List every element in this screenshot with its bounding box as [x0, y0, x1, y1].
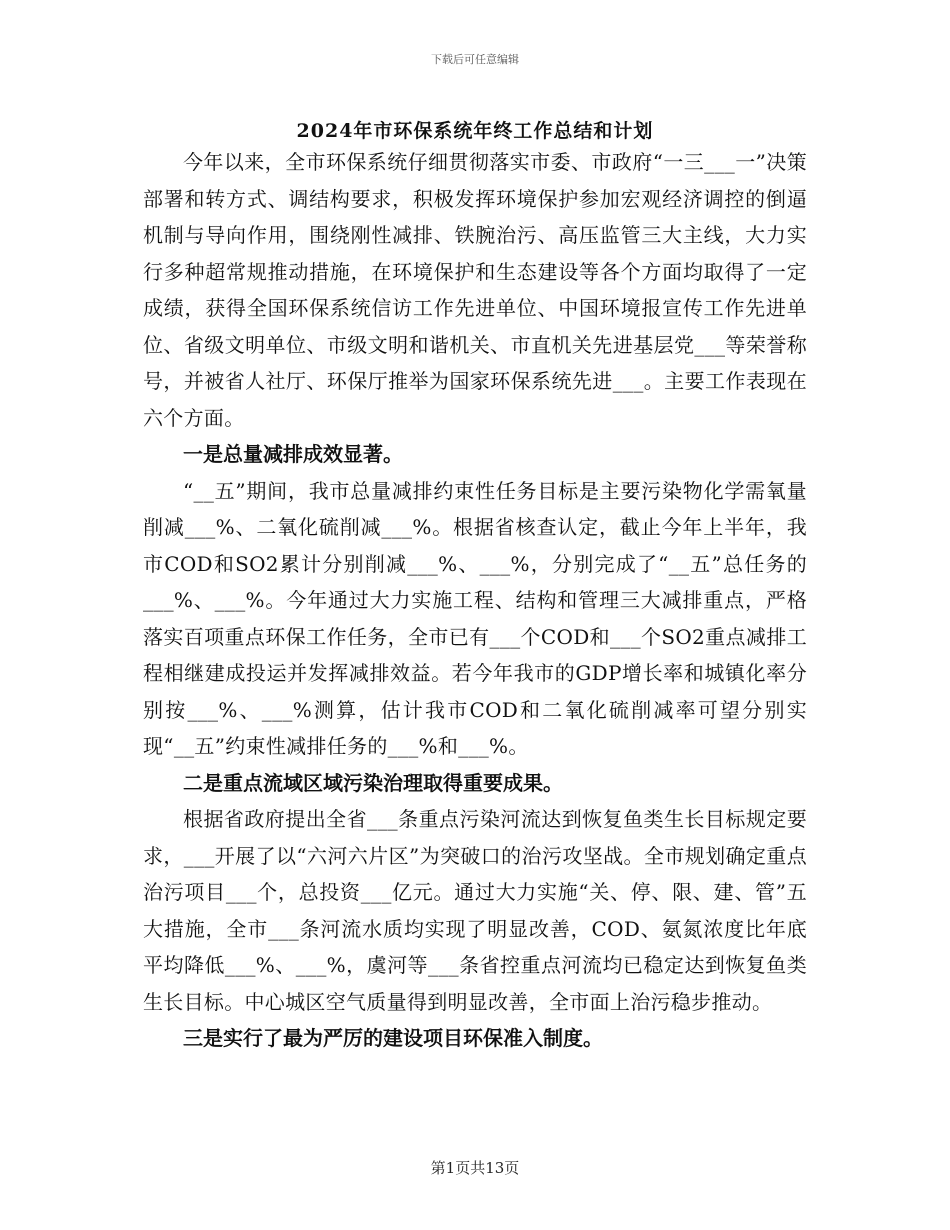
section-heading-2: 二是重点流域区域污染治理取得重要成果。 [183, 770, 563, 795]
document-body [143, 144, 807, 1057]
intro-paragraph: 今年以来，全市环保系统仔细贯彻落实市委、市政府“一三___一”决策部署和转方式、调结构要求，积极发挥环境保护参加宏观经济调控的倒逼机制与导向作用，围绕刚性减排、铁腕治污、高压监管三大主线，大力实行多种超常规推动措施，在环境保护和生态建设等各个方面均取得了一定成绩，获得全国环保系统信访工作先进单位、中国环境报宣传工作先进单位、省级文明单位、市级文明和谐机关、市直机关先进基层党___等荣誉称号，并被省人社厅、环保厅推举为国家环保系统先进___。主要工作表现在六个方面。 [143, 150, 807, 430]
page-number: 第1页共13页 [430, 1159, 520, 1177]
document-title: 2024年市环保系统年终工作总结和计划 [296, 120, 654, 142]
section-body-2: 根据省政府提出全省___条重点污染河流达到恢复鱼类生长目标规定要求，___开展了以“六河六片区”为突破口的治污攻坚战。全市规划确定重点治污项目___个，总投资___亿元。通过大力实施“关、停、限、建、管”五大措施，全市___条河流水质均实现了明显改善，COD、氨氮浓度比年底平均降低___%、___%，虞河等___条省控重点河流均已稳定达到恢复鱼类生长目标。中心城区空气质量得到明显改善，全市面上治污稳步推动。 [143, 807, 807, 1014]
download-note: 下载后可任意编辑 [431, 53, 519, 66]
section-body-1: “__五”期间，我市总量减排约束性任务目标是主要污染物化学需氧量削减___%、二氧化硫削减___%。根据省核查认定，截止今年上半年，我市COD和SO2累计分别削减___%、___%，分别完成了“__五”总任务的___%、___%。今年通过大力实施工程、结构和管理三大减排重点，严格落实百项重点环保工作任务，全市已有___个COD和___个SO2重点减排工程相继建成投运并发挥减排效益。若今年我市的GDP增长率和城镇化率分别按___%、___%测算，估计我市COD和二氧化硫削减率可望分别实现“__五”约束性减排任务的___%和___%。 [143, 478, 807, 758]
section-heading-1: 一是总量减排成效显著。 [183, 442, 403, 466]
section-heading-3: 三是实行了最为严厉的建设项目环保准入制度。 [183, 1026, 603, 1050]
